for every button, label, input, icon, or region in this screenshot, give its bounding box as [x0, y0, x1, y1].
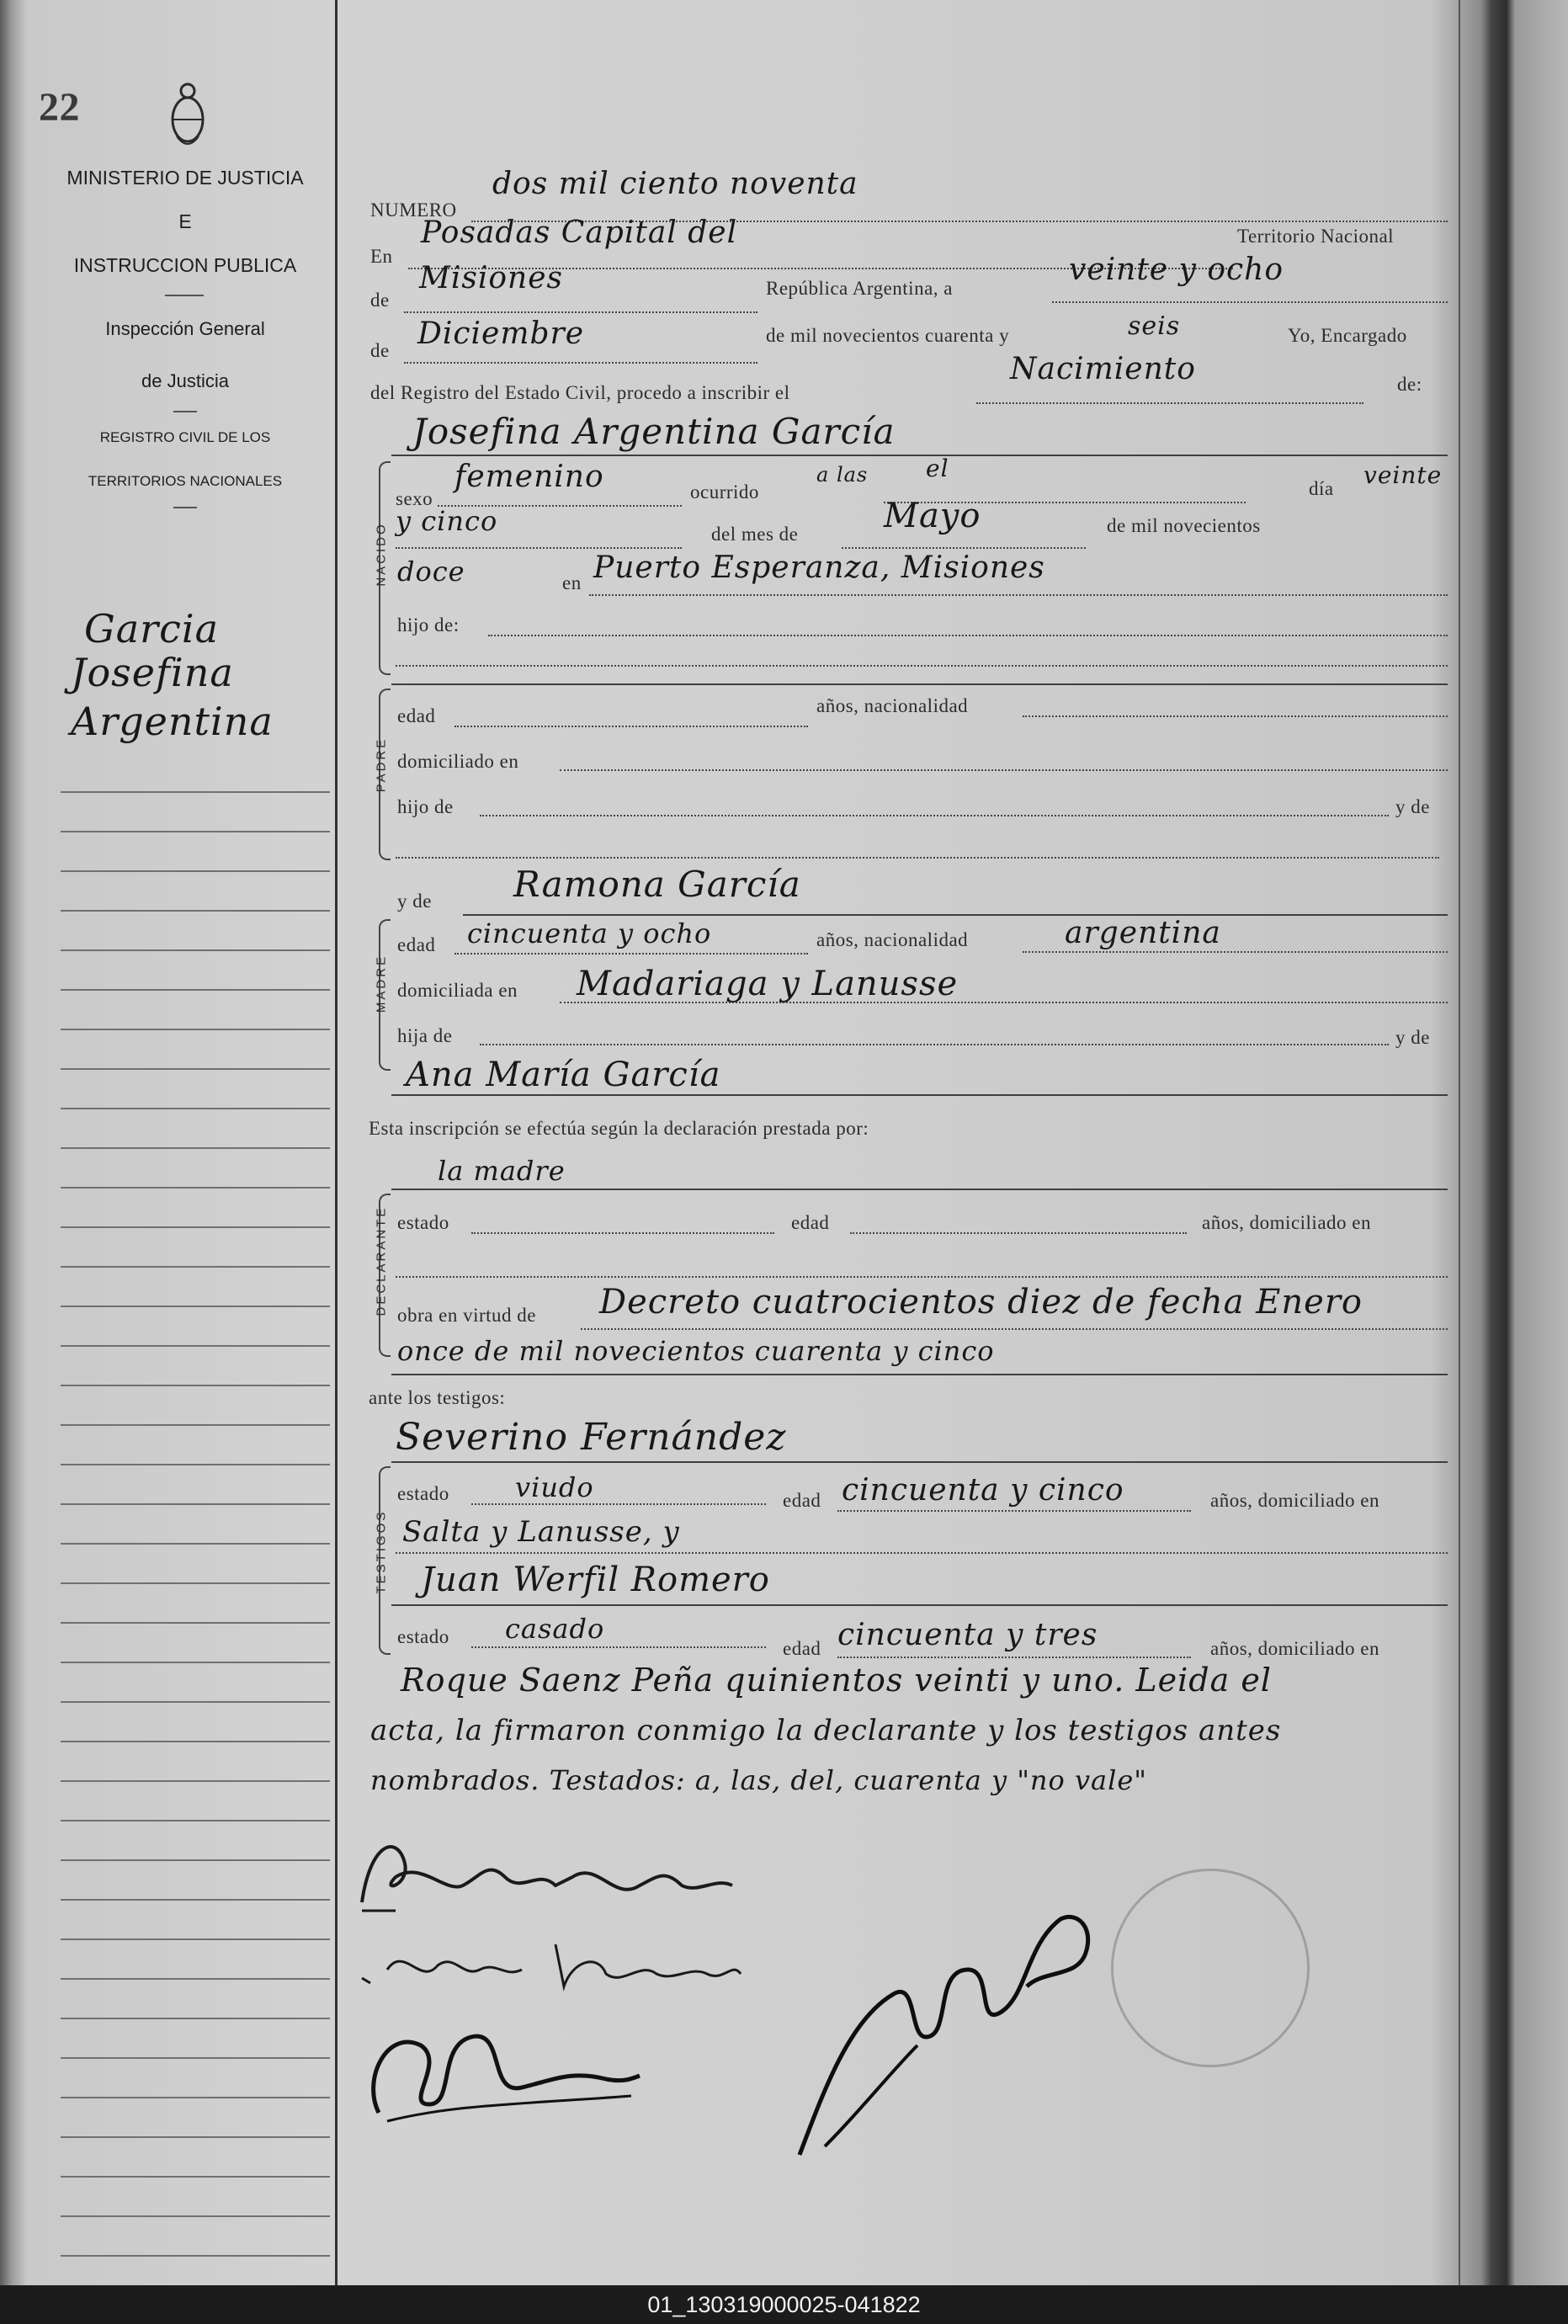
page-right-edge	[1459, 0, 1460, 2285]
margin-rule	[61, 1741, 330, 1742]
value-testigo1-domicilio: Salta y Lanusse, y	[402, 1515, 680, 1549]
dotted-line	[404, 362, 757, 364]
ministry-line2: E	[178, 210, 192, 232]
official-stamp	[1111, 1869, 1310, 2067]
margin-rule	[61, 1701, 330, 1703]
margin-rule	[61, 1978, 330, 1980]
signature-testigo1	[353, 1928, 749, 2003]
dotted-line	[396, 857, 1439, 859]
margin-rule	[61, 1385, 330, 1386]
margin-rule	[61, 1582, 330, 1584]
label-edad5: edad	[783, 1638, 821, 1659]
rule-line	[391, 1094, 1448, 1096]
value-anio-nacimiento: doce	[397, 556, 465, 588]
dotted-line	[471, 1503, 766, 1505]
margin-rule	[61, 2136, 330, 2138]
label-anos-nacionalidad: años, nacionalidad	[816, 695, 969, 716]
margin-rule	[61, 1108, 330, 1109]
label-estado: estado	[397, 1212, 449, 1233]
margin-middlename: Argentina	[71, 699, 274, 744]
dotted-line	[454, 953, 808, 955]
label-del-mes: del mes de	[711, 524, 799, 545]
side-label-madre: MADRE	[374, 954, 389, 1013]
coat-of-arms-icon	[167, 77, 209, 153]
margin-divider	[335, 0, 338, 2285]
value-testigo1-nombre: Severino Fernández	[396, 1416, 787, 1459]
value-testigo2-estado: casado	[505, 1613, 605, 1645]
margin-firstname: Josefina	[71, 650, 234, 695]
value-testigo2-nombre: Juan Werfil Romero	[421, 1561, 770, 1599]
image-id-footer: 01_130319000025-041822	[0, 2285, 1568, 2324]
dotted-line	[850, 1232, 1187, 1234]
rule-line	[391, 1604, 1448, 1606]
value-nombre: Josefina Argentina García	[412, 411, 896, 452]
label-anos-nacionalidad2: años, nacionalidad	[816, 929, 969, 950]
margin-rule	[61, 2215, 330, 2217]
margin-rule	[61, 1226, 330, 1228]
margin-rule	[61, 1899, 330, 1901]
label-estado2: estado	[397, 1483, 449, 1504]
margin-rule	[61, 989, 330, 991]
margin-rule	[61, 1543, 330, 1545]
value-testigo1-estado: viudo	[515, 1471, 594, 1503]
margin-rule	[61, 2097, 330, 2098]
label-de2: de	[370, 340, 390, 361]
label-hijo-de: hijo de:	[397, 614, 460, 636]
rule-line	[391, 1189, 1448, 1190]
dotted-line	[404, 311, 757, 313]
label-ocurrido: ocurrido	[690, 481, 759, 503]
label-hija-de: hija de	[397, 1025, 453, 1046]
value-hora: a las	[816, 463, 869, 487]
label-estado3: estado	[397, 1626, 449, 1647]
margin-rule	[61, 1662, 330, 1663]
side-label-padre: PADRE	[374, 737, 389, 793]
dotted-line	[837, 1657, 1191, 1658]
rule-line	[391, 455, 1448, 456]
margin-rule	[61, 2057, 330, 2059]
value-sexo: femenino	[454, 460, 604, 494]
dotted-line	[396, 547, 682, 549]
ministry-line3: INSTRUCCION PUBLICA	[73, 254, 297, 276]
label-en2: en	[562, 572, 582, 593]
rule-line	[391, 683, 1448, 685]
value-territorio: Misiones	[419, 261, 564, 295]
margin-rule	[61, 1780, 330, 1782]
margin-rule	[61, 1622, 330, 1624]
side-label-nacido: NACIDO	[374, 522, 389, 587]
dotted-line	[842, 547, 1086, 549]
label-y-de: y de	[1395, 796, 1430, 817]
header-divider	[165, 295, 204, 296]
value-cierre-1: acta, la firmaron conmigo la declarante y los testigos antes	[370, 1714, 1282, 1747]
side-label-declarante: DECLARANTE	[374, 1205, 389, 1316]
dotted-line	[471, 1232, 774, 1234]
label-ante-testigos: ante los testigos:	[369, 1387, 506, 1408]
inspection-line1: Inspección General	[105, 318, 265, 339]
page-number: 22	[39, 85, 80, 130]
dotted-line	[976, 402, 1363, 404]
margin-rule	[61, 1859, 330, 1861]
registry-line1: REGISTRO CIVIL DE LOS	[99, 429, 271, 445]
dotted-line	[471, 1646, 766, 1648]
label-sexo: sexo	[396, 488, 433, 509]
margin-rule	[61, 949, 330, 951]
margin-rule	[61, 2176, 330, 2178]
label-edad2: edad	[397, 934, 436, 955]
value-decreto-2: once de mil novecientos cuarenta y cinco	[397, 1335, 995, 1367]
rule-line	[463, 914, 1448, 916]
margin-rule	[61, 2018, 330, 2019]
label-hijo-de2: hijo de	[397, 796, 454, 817]
label-yo-encargado: Yo, Encargado	[1288, 325, 1407, 346]
margin-rule	[61, 1424, 330, 1426]
margin-rule	[61, 870, 330, 872]
label-de-mil: de mil novecientos cuarenta y	[766, 325, 1010, 346]
signature-testigo2	[353, 1995, 656, 2138]
label-territorio: Territorio Nacional	[1237, 226, 1395, 247]
label-de-mil-novecientos: de mil novecientos	[1107, 515, 1261, 536]
rule-line	[391, 1374, 1448, 1375]
value-madre-edad: cincuenta y ocho	[467, 917, 712, 949]
dotted-line	[1023, 951, 1448, 953]
label-el: el	[926, 455, 949, 482]
dotted-line	[1052, 301, 1448, 303]
margin-rule	[61, 910, 330, 912]
ministry-line1: MINISTERIO DE JUSTICIA	[66, 167, 304, 189]
value-dia-nacimiento-1: veinte	[1363, 461, 1443, 489]
label-edad: edad	[397, 705, 436, 726]
margin-rule	[61, 1147, 330, 1149]
label-anos-domiciliado: años, domiciliado en	[1202, 1212, 1371, 1233]
dotted-line	[480, 815, 1389, 816]
value-decreto-1: Decreto cuatrocientos diez de fecha Enero	[599, 1283, 1363, 1322]
dotted-line	[396, 1552, 1448, 1554]
margin-rule	[61, 1187, 330, 1189]
dotted-line	[560, 1002, 1448, 1003]
label-anos-domiciliado3: años, domiciliado en	[1210, 1638, 1379, 1659]
label-de-colon: de:	[1397, 374, 1422, 395]
value-lugar: Posadas Capital del	[421, 215, 738, 250]
value-mes-inscripcion: Diciembre	[417, 316, 585, 351]
value-lugar-nacimiento: Puerto Esperanza, Misiones	[593, 550, 1045, 585]
margin-rule	[61, 1464, 330, 1465]
dotted-line	[480, 1044, 1389, 1045]
label-anos-domiciliado2: años, domiciliado en	[1210, 1490, 1379, 1511]
dotted-line	[396, 665, 1448, 667]
value-declarante: la madre	[438, 1155, 566, 1187]
rule-line	[391, 1461, 1448, 1463]
value-cierre-2: nombrados. Testados: a, las, del, cuarenta y "no vale"	[370, 1764, 1147, 1796]
value-mes-nacimiento: Mayo	[884, 497, 981, 535]
margin-rule	[61, 1029, 330, 1030]
label-obra-en-virtud: obra en virtud de	[397, 1305, 536, 1326]
inspection-line2: de Justicia	[141, 370, 229, 391]
value-anio-inscripcion: seis	[1128, 311, 1181, 341]
label-dia: día	[1309, 478, 1334, 499]
label-numero: NUMERO	[370, 199, 457, 221]
label-del-registro: del Registro del Estado Civil, procedo a inscribir el	[370, 382, 790, 403]
side-label-testigos: TESTIGOS	[374, 1509, 389, 1594]
value-madre-nombre: Ramona García	[513, 864, 801, 905]
value-abuela: Ana María García	[406, 1056, 721, 1094]
value-testigo2-edad: cincuenta y tres	[837, 1618, 1098, 1652]
margin-rule	[61, 831, 330, 832]
value-dia-inscripcion: veinte y ocho	[1069, 253, 1284, 287]
margin-rule	[61, 1820, 330, 1821]
dotted-line	[837, 1510, 1191, 1512]
dotted-line	[488, 635, 1448, 636]
margin-rule	[61, 1266, 330, 1268]
signature-declarante	[345, 1827, 766, 1928]
dotted-line	[454, 726, 808, 727]
value-madre-domicilio: Madariaga y Lanusse	[577, 965, 959, 1003]
margin-rule	[61, 2255, 330, 2257]
registry-line2: TERRITORIOS NACIONALES	[88, 473, 283, 489]
label-edad3: edad	[791, 1212, 830, 1233]
value-numero: dos mil ciento noventa	[492, 167, 858, 201]
value-dia-nacimiento-2: y cinco	[396, 505, 498, 537]
header-divider	[173, 507, 197, 508]
label-domiciliado-en: domiciliado en	[397, 751, 519, 772]
label-edad4: edad	[783, 1490, 821, 1511]
value-testigo2-domicilio: Roque Saenz Peña quinientos veinti y uno. Leida el	[401, 1662, 1272, 1699]
label-en: En	[370, 246, 393, 267]
signature-encargado	[774, 1894, 1128, 2172]
label-y-de-madre: y de	[397, 891, 432, 912]
label-y-de2: y de	[1395, 1027, 1430, 1048]
header-divider	[173, 411, 197, 412]
margin-surname: Garcia	[84, 606, 220, 651]
margin-rule	[61, 791, 330, 793]
dotted-line	[589, 594, 1448, 596]
margin-rule	[61, 1503, 330, 1505]
dotted-line	[396, 1276, 1448, 1278]
dotted-line	[560, 769, 1448, 771]
margin-rule	[61, 1306, 330, 1307]
value-testigo1-edad: cincuenta y cinco	[842, 1473, 1124, 1508]
label-esta-inscripcion: Esta inscripción se efectúa según la declaración prestada por:	[369, 1118, 869, 1139]
dotted-line	[581, 1328, 1448, 1330]
label-de: de	[370, 290, 390, 311]
value-madre-nacionalidad: argentina	[1065, 916, 1221, 950]
value-tipo-acta: Nacimiento	[1010, 352, 1196, 386]
margin-rule	[61, 1938, 330, 1940]
margin-rule	[61, 1345, 330, 1347]
label-domiciliada-en: domiciliada en	[397, 980, 518, 1001]
margin-rule	[61, 1068, 330, 1070]
label-republica: República Argentina, a	[766, 278, 953, 299]
dotted-line	[1023, 715, 1448, 717]
